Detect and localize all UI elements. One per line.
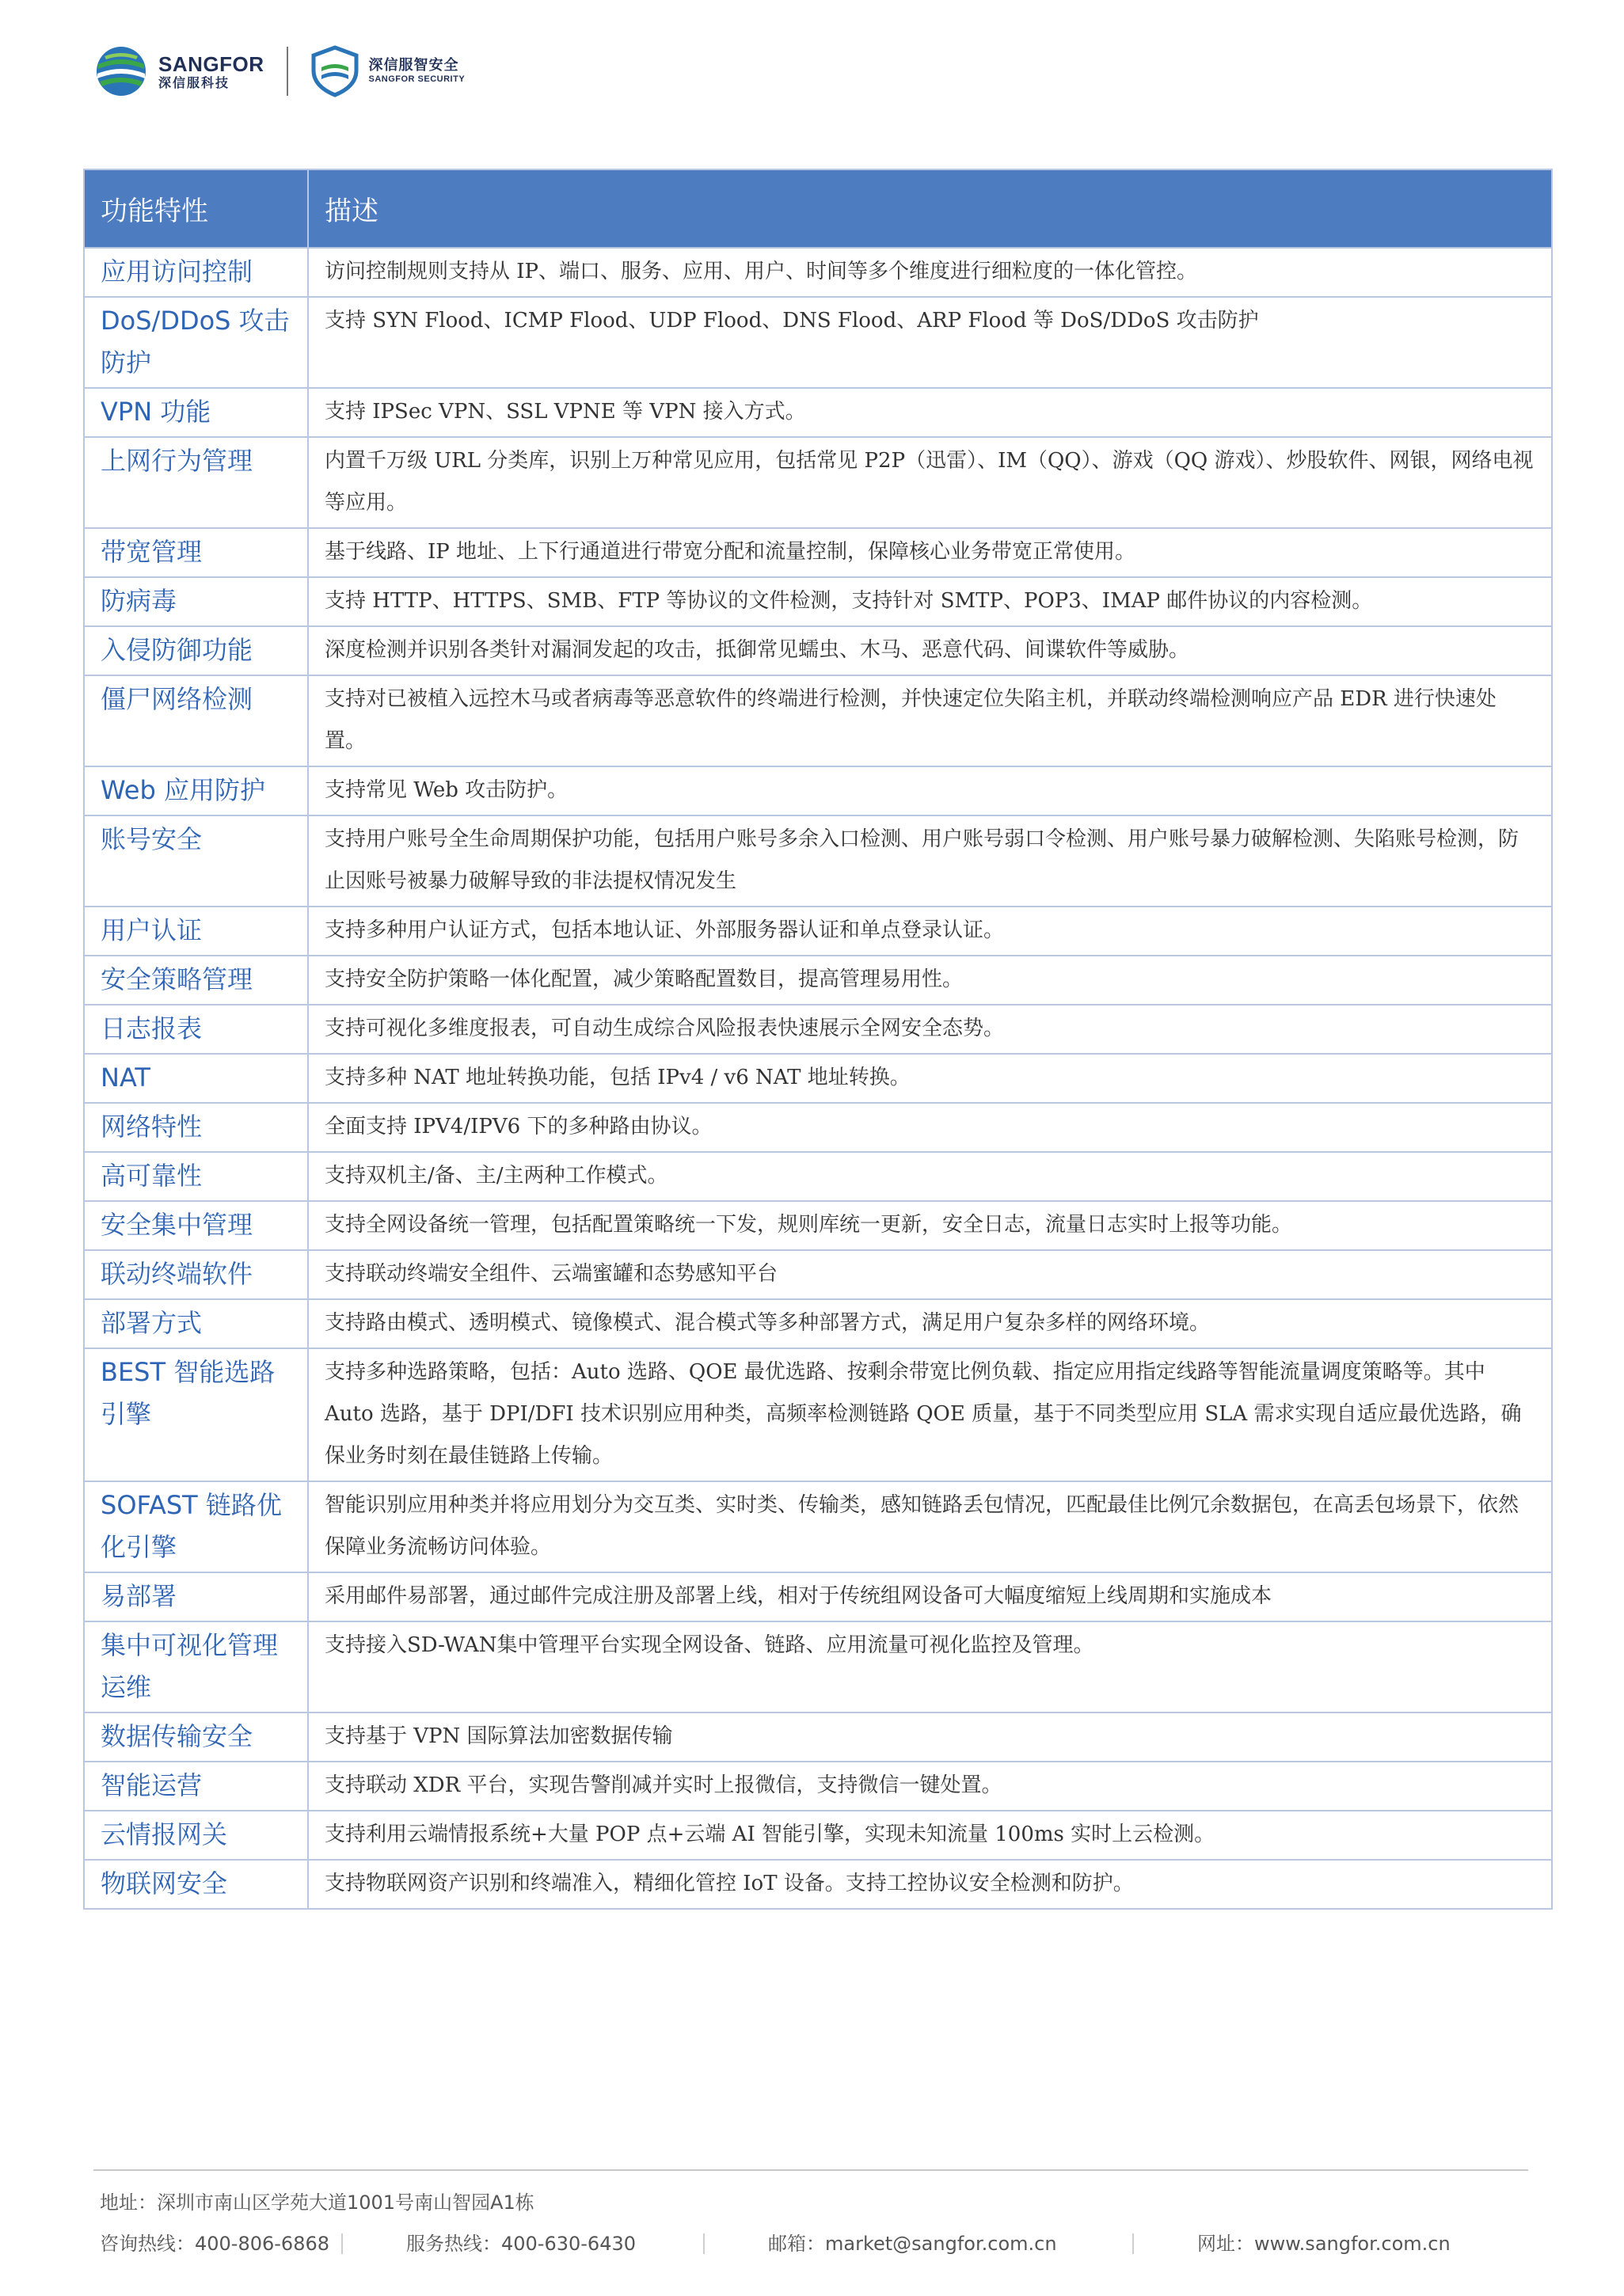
feature-description-cell: 智能识别应用种类并将应用划分为交互类、实时类、传输类，感知链路丢包情况，匹配最佳比例冗余数据包，在高丢包场景下，依然保障业务流畅访问体验。: [308, 1481, 1552, 1572]
feature-description-cell: 访问控制规则支持从 IP、端口、服务、应用、用户、时间等多个维度进行细粒度的一体化管控。: [308, 248, 1552, 297]
table-row: [84, 297, 1552, 388]
table-row: [84, 577, 1552, 626]
feature-description-cell: 支持常见 Web 攻击防护。: [308, 766, 1552, 815]
feature-description-cell: 支持用户账号全生命周期保护功能，包括用户账号多余入口检测、用户账号弱口令检测、用户账号暴力破解检测、失陷账号检测，防止因账号被暴力破解导致的非法提权情况发生: [308, 815, 1552, 907]
table-body: [84, 248, 1552, 1909]
brand-name-cn: 深信服科技: [158, 74, 230, 90]
feature-description-cell: 支持 IPSec VPN、SSL VPNE 等 VPN 接入方式。: [308, 388, 1552, 437]
feature-name-cell: 智能运营: [84, 1762, 308, 1811]
feature-description-cell: 支持 HTTP、HTTPS、SMB、FTP 等协议的文件检测，支持针对 SMTP、POP3、IMAP 邮件协议的内容检测。: [308, 577, 1552, 626]
feature-name-cell: 部署方式: [84, 1299, 308, 1348]
feature-description-cell: 深度检测并识别各类针对漏洞发起的攻击，抵御常见蠕虫、木马、恶意代码、间谍软件等威胁。: [308, 626, 1552, 675]
table-row: [84, 1621, 1552, 1712]
feature-name-cell: 入侵防御功能: [84, 626, 308, 675]
feature-name-cell: 易部署: [84, 1572, 308, 1621]
feature-description-cell: 支持对已被植入远控木马或者病毒等恶意软件的终端进行检测，并快速定位失陷主机，并联动终端检测响应产品 EDR 进行快速处置。: [308, 675, 1552, 766]
table-row: [84, 766, 1552, 815]
column-header-description: 描述: [308, 169, 1552, 248]
feature-description-cell: 支持接入SD-WAN集中管理平台实现全网设备、链路、应用流量可视化监控及管理。: [308, 1621, 1552, 1712]
table-row: [84, 528, 1552, 577]
sangfor-logo: [95, 45, 264, 97]
feature-table: [83, 169, 1553, 1910]
footer-address: 地址：深圳市南山区学苑大道1001号南山智园A1栋: [100, 2191, 534, 2214]
feature-name-cell: 网络特性: [84, 1103, 308, 1152]
brand-name-en: SANGFOR: [158, 51, 264, 76]
feature-description-cell: 支持路由模式、透明模式、镜像模式、混合模式等多种部署方式，满足用户复杂多样的网络环境。: [308, 1299, 1552, 1348]
feature-description-cell: 支持多种用户认证方式，包括本地认证、外部服务器认证和单点登录认证。: [308, 907, 1552, 956]
table-row: [84, 1103, 1552, 1152]
feature-name-cell: Web 应用防护: [84, 766, 308, 815]
table-row: [84, 907, 1552, 956]
feature-name-cell: NAT: [84, 1054, 308, 1103]
table-row: [84, 1811, 1552, 1860]
table-row: [84, 1005, 1552, 1054]
shield-icon: [310, 45, 359, 97]
feature-name-cell: 云情报网关: [84, 1811, 308, 1860]
feature-description-cell: 支持双机主/备、主/主两种工作模式。: [308, 1152, 1552, 1201]
feature-name-cell: SOFAST 链路优化引擎: [84, 1481, 308, 1572]
feature-description-cell: 基于线路、IP 地址、上下行通道进行带宽分配和流量控制，保障核心业务带宽正常使用。: [308, 528, 1552, 577]
feature-description-cell: 全面支持 IPV4/IPV6 下的多种路由协议。: [308, 1103, 1552, 1152]
feature-name-cell: 防病毒: [84, 577, 308, 626]
table-row: [84, 1152, 1552, 1201]
table-row: [84, 675, 1552, 766]
table-row: [84, 1201, 1552, 1250]
feature-name-cell: 联动终端软件: [84, 1250, 308, 1299]
footer-service-line: 服务热线：400-630-6430: [406, 2233, 637, 2255]
table-row: [84, 1860, 1552, 1909]
feature-description-cell: 支持 SYN Flood、ICMP Flood、UDP Flood、DNS Flood、ARP Flood 等 DoS/DDoS 攻击防护: [308, 297, 1552, 388]
feature-description-cell: 采用邮件易部署，通过邮件完成注册及部署上线，相对于传统组网设备可大幅度缩短上线周期和实施成本: [308, 1572, 1552, 1621]
table-row: [84, 626, 1552, 675]
feature-description-cell: 支持多种选路策略，包括：Auto 选路、QOE 最优选路、按剩余带宽比例负载、指定应用指定线路等智能流量调度策略等。其中 Auto 选路，基于 DPI/DFI 技术识别应用种类，高频率检测链路 QOE 质量，基于不同类型应用 SLA 需求实现自适应最优选路，确保业务时刻在最佳链路上传输。: [308, 1348, 1552, 1481]
feature-name-cell: 账号安全: [84, 815, 308, 907]
page-footer: [100, 2187, 1525, 2260]
table-row: [84, 437, 1552, 528]
table-row: [84, 1481, 1552, 1572]
feature-description-cell: 支持联动 XDR 平台，实现告警削减并实时上报微信，支持微信一键处置。: [308, 1762, 1552, 1811]
column-header-feature: 功能特性: [84, 169, 308, 248]
security-brand-en: SANGFOR SECURITY: [368, 74, 466, 85]
table-row: [84, 1299, 1552, 1348]
feature-name-cell: BEST 智能选路引擎: [84, 1348, 308, 1481]
feature-name-cell: 僵尸网络检测: [84, 675, 308, 766]
logo-divider: [287, 47, 288, 96]
page-header: [95, 40, 465, 103]
table-header-row: [84, 169, 1552, 248]
feature-description-cell: 支持多种 NAT 地址转换功能，包括 IPv4 / v6 NAT 地址转换。: [308, 1054, 1552, 1103]
feature-description-cell: 内置千万级 URL 分类库，识别上万种常见应用，包括常见 P2P（迅雷）、IM（QQ）、游戏（QQ 游戏）、炒股软件、网银，网络电视等应用。: [308, 437, 1552, 528]
table-row: [84, 248, 1552, 297]
feature-name-cell: 数据传输安全: [84, 1712, 308, 1762]
feature-description-cell: 支持利用云端情报系统+大量 POP 点+云端 AI 智能引擎，实现未知流量 100ms 实时上云检测。: [308, 1811, 1552, 1860]
table-row: [84, 956, 1552, 1005]
feature-name-cell: VPN 功能: [84, 388, 308, 437]
table-row: [84, 815, 1552, 907]
sangfor-security-logo: [310, 45, 466, 97]
feature-name-cell: 日志报表: [84, 1005, 308, 1054]
footer-website: 网址：www.sangfor.com.cn: [1197, 2233, 1451, 2255]
feature-description-cell: 支持可视化多维度报表，可自动生成综合风险报表快速展示全网安全态势。: [308, 1005, 1552, 1054]
feature-name-cell: 高可靠性: [84, 1152, 308, 1201]
footer-email: 邮箱：market@sangfor.com.cn: [768, 2233, 1057, 2255]
feature-name-cell: 带宽管理: [84, 528, 308, 577]
table-row: [84, 388, 1552, 437]
feature-description-cell: 支持安全防护策略一体化配置，减少策略配置数目，提高管理易用性。: [308, 956, 1552, 1005]
security-brand-cn: 深信服智安全: [368, 57, 459, 74]
feature-description-cell: 支持全网设备统一管理，包括配置策略统一下发，规则库统一更新，安全日志，流量日志实时上报等功能。: [308, 1201, 1552, 1250]
feature-description-cell: 支持联动终端安全组件、云端蜜罐和态势感知平台: [308, 1250, 1552, 1299]
table-row: [84, 1054, 1552, 1103]
feature-name-cell: 安全集中管理: [84, 1201, 308, 1250]
footer-hotline: 咨询热线：400-806-6868: [100, 2233, 330, 2255]
footer-divider: [93, 2169, 1528, 2171]
feature-name-cell: DoS/DDoS 攻击防护: [84, 297, 308, 388]
table-row: [84, 1712, 1552, 1762]
feature-name-cell: 用户认证: [84, 907, 308, 956]
feature-name-cell: 集中可视化管理运维: [84, 1621, 308, 1712]
feature-name-cell: 物联网安全: [84, 1860, 308, 1909]
feature-name-cell: 应用访问控制: [84, 248, 308, 297]
feature-name-cell: 上网行为管理: [84, 437, 308, 528]
sangfor-globe-icon: [95, 45, 147, 97]
feature-description-cell: 支持基于 VPN 国际算法加密数据传输: [308, 1712, 1552, 1762]
table-row: [84, 1572, 1552, 1621]
feature-name-cell: 安全策略管理: [84, 956, 308, 1005]
table-row: [84, 1250, 1552, 1299]
feature-description-cell: 支持物联网资产识别和终端准入，精细化管控 IoT 设备。支持工控协议安全检测和防护。: [308, 1860, 1552, 1909]
table-row: [84, 1348, 1552, 1481]
table-row: [84, 1762, 1552, 1811]
